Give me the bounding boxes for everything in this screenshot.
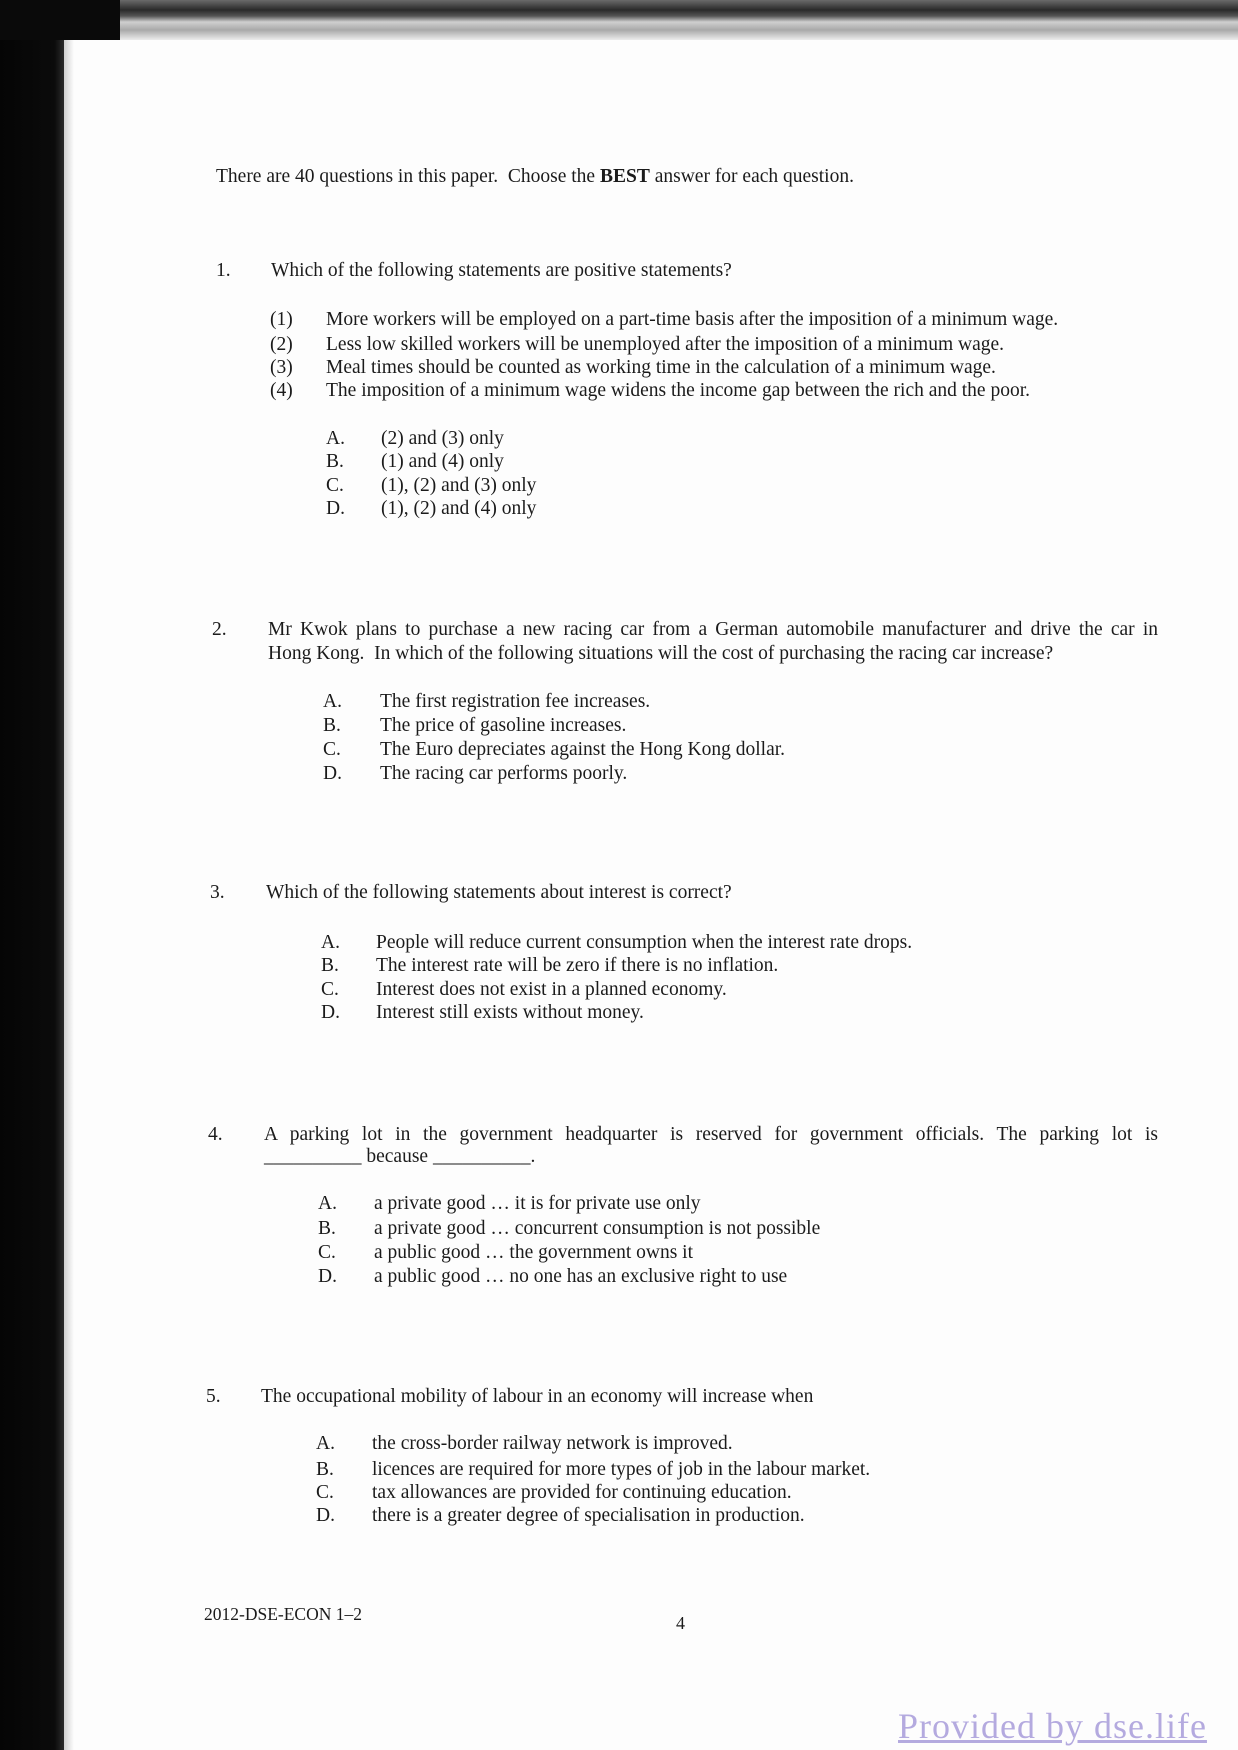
q4-option-a-text: a private good … it is for private use only [374, 1193, 701, 1214]
q1-option-c-text: (1), (2) and (3) only [381, 475, 537, 496]
q1-number: 1. [216, 260, 231, 281]
q1-option-d-text: (1), (2) and (4) only [381, 498, 537, 519]
q5-option-b-text: licences are required for more types of job in the labour market. [372, 1459, 871, 1480]
q5-option-d-text: there is a greater degree of specialisation in production. [372, 1505, 805, 1526]
q1-option-b-label: B. [326, 451, 344, 472]
q5-option-a-label: A. [316, 1433, 335, 1454]
instructions-after: answer for each question. [649, 166, 854, 187]
scan-border-top [0, 0, 1238, 40]
q1-option-c-label: C. [326, 475, 344, 496]
q5-option-d-label: D. [316, 1505, 335, 1526]
q2-option-b-label: B. [323, 715, 341, 736]
instructions-before: There are 40 questions in this paper. Choose the [216, 166, 600, 187]
q5-text: The occupational mobility of labour in an economy will increase when [261, 1386, 814, 1407]
q4-option-b-text: a private good … concurrent consumption is not possible [374, 1218, 821, 1239]
q4-number: 4. [208, 1124, 223, 1145]
q1-statement-1-text: More workers will be employed on a part-time basis after the imposition of a minimum wage. [326, 309, 1059, 330]
q1-statement-2-label: (2) [270, 334, 293, 355]
q2-option-d-text: The racing car performs poorly. [380, 763, 628, 784]
q2-option-c-label: C. [323, 739, 341, 760]
q1-option-d-label: D. [326, 498, 345, 519]
q1-text: Which of the following statements are positive statements? [271, 260, 732, 281]
q2-option-a-label: A. [323, 691, 342, 712]
q2-text-line-2: Hong Kong. In which of the following situations will the cost of purchasing the racing car increase? [268, 643, 1054, 664]
q1-statement-2-text: Less low skilled workers will be unemployed after the imposition of a minimum wage. [326, 334, 1005, 355]
q2-option-a-text: The first registration fee increases. [380, 691, 651, 712]
q1-statement-1-label: (1) [270, 309, 293, 330]
q4-option-c-text: a public good … the government owns it [374, 1242, 693, 1263]
q4-option-d-text: a public good … no one has an exclusive right to use [374, 1266, 788, 1287]
footer-paper-code: 2012-DSE-ECON 1–2 [204, 1604, 362, 1624]
q5-option-c-text: tax allowances are provided for continuing education. [372, 1482, 792, 1503]
q5-option-c-label: C. [316, 1482, 334, 1503]
q3-option-d-text: Interest still exists without money. [376, 1002, 644, 1023]
q4-option-d-label: D. [318, 1266, 337, 1287]
q2-option-c-text: The Euro depreciates against the Hong Kong dollar. [380, 739, 786, 760]
page-edge-shadow [64, 40, 74, 1750]
scan-border-left [0, 0, 64, 1750]
q4-text-line-2: __________ because __________. [264, 1146, 536, 1167]
q3-option-a-label: A. [321, 932, 340, 953]
q5-number: 5. [206, 1386, 221, 1407]
q5-option-a-text: the cross-border railway network is improved. [372, 1433, 733, 1454]
q2-option-d-label: D. [323, 763, 342, 784]
q4-option-a-label: A. [318, 1193, 337, 1214]
q1-statement-3-label: (3) [270, 357, 293, 378]
q4-option-b-label: B. [318, 1218, 336, 1239]
instructions [216, 165, 854, 189]
q1-statement-4-label: (4) [270, 380, 293, 401]
q3-option-c-label: C. [321, 979, 339, 1000]
q4-option-c-label: C. [318, 1242, 336, 1263]
q2-number: 2. [212, 619, 227, 640]
q5-option-b-label: B. [316, 1459, 334, 1480]
footer-page-number: 4 [676, 1613, 685, 1633]
q1-statement-3-text: Meal times should be counted as working time in the calculation of a minimum wage. [326, 357, 996, 378]
q3-option-a-text: People will reduce current consumption when the interest rate drops. [376, 932, 913, 953]
q3-option-b-label: B. [321, 955, 339, 976]
watermark: Provided by dse.life [898, 1706, 1207, 1746]
q3-option-b-text: The interest rate will be zero if there is no inflation. [376, 955, 779, 976]
q2-text-line-1: Mr Kwok plans to purchase a new racing car from a German automobile manufacturer and drive the car in [268, 619, 1158, 640]
q1-statement-4-text: The imposition of a minimum wage widens the income gap between the rich and the poor. [326, 380, 1030, 401]
q2-option-b-text: The price of gasoline increases. [380, 715, 627, 736]
scan-corner [0, 0, 120, 40]
q4-text-line-1: A parking lot in the government headquarter is reserved for government officials. The parking lot is [264, 1124, 1158, 1145]
instructions-emphasis: BEST [599, 166, 650, 187]
q3-number: 3. [210, 882, 225, 903]
q3-text: Which of the following statements about interest is correct? [266, 882, 732, 903]
q1-option-a-label: A. [326, 428, 345, 449]
q3-option-d-label: D. [321, 1002, 340, 1023]
q1-option-a-text: (2) and (3) only [381, 428, 504, 449]
q3-option-c-text: Interest does not exist in a planned economy. [376, 979, 727, 1000]
q1-option-b-text: (1) and (4) only [381, 451, 504, 472]
